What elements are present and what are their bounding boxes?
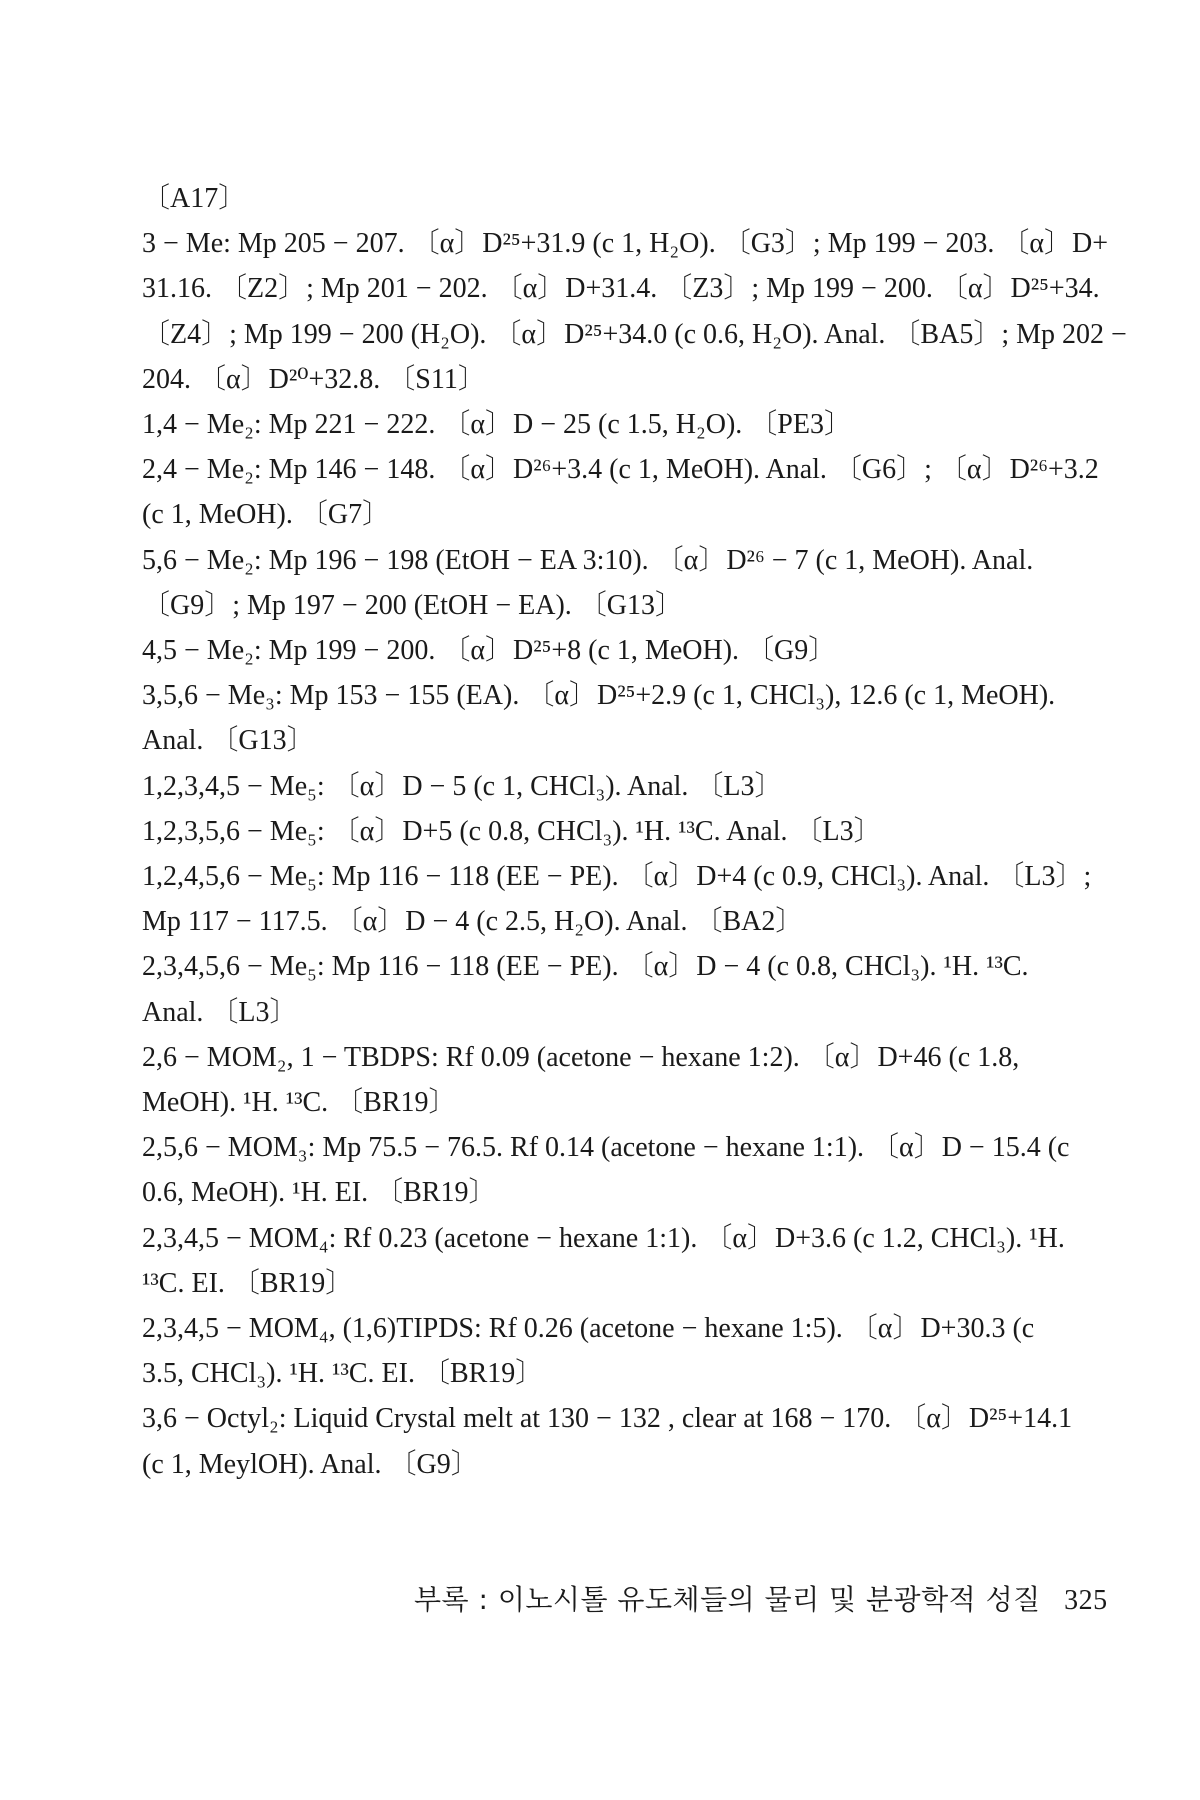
compound-entry-4-5-me2	[142, 628, 1042, 673]
compound-entry-3-me	[142, 221, 1127, 402]
entry-line: 〔G9〕; Mp 197 − 200 (EtOH − EA). 〔G13〕	[142, 589, 683, 621]
entry-line: Anal. 〔L3〕	[142, 996, 298, 1028]
compound-entry-1-4-me2	[142, 402, 1042, 447]
entry-line: 4,5 − Me₂: Mp 199 − 200. 〔α〕D²⁵+8 (c 1, MeOH). 〔G9〕	[142, 635, 837, 667]
compound-entry-1-2-3-4-5-me5	[142, 764, 1042, 809]
entry-line: 3,5,6 − Me₃: Mp 153 − 155 (EA). 〔α〕D²⁵+2.9 (c 1, CHCl₃), 12.6 (c 1, MeOH).	[142, 680, 1056, 712]
entry-line: 1,2,4,5,6 − Me₅: Mp 116 − 118 (EE − PE). 〔α〕D+4 (c 0.9, CHCl₃). Anal. 〔L3〕;	[142, 861, 1092, 893]
entry-line: (c 1, MeOH). 〔G7〕	[142, 499, 391, 531]
entry-line: Mp 117 − 117.5. 〔α〕D − 4 (c 2.5, H₂O). Anal. 〔BA2〕	[142, 906, 804, 938]
compound-entry-3-6-octyl2	[142, 1396, 1073, 1486]
entry-line: ¹³C. EI. 〔BR19〕	[142, 1267, 354, 1299]
compound-entry-2-3-4-5-mom4-tipds	[142, 1306, 1042, 1396]
compound-entry-2-3-4-5-6-me5	[142, 944, 1042, 1034]
compound-entry-1-2-3-5-6-me5	[142, 809, 1042, 854]
compound-entry-3-5-6-me3	[142, 673, 1056, 763]
entry-line: 5,6 − Me₂: Mp 196 − 198 (EtOH − EA 3:10). 〔α〕D²⁶ − 7 (c 1, MeOH). Anal.	[142, 544, 1034, 576]
page-footer	[414, 1578, 1108, 1618]
entry-line: 1,2,3,4,5 − Me₅: 〔α〕D − 5 (c 1, CHCl₃). Anal. 〔L3〕	[142, 770, 783, 802]
entry-line: 2,3,4,5,6 − Me₅: Mp 116 − 118 (EE − PE). 〔α〕D − 4 (c 0.8, CHCl₃). ¹H. ¹³C.	[142, 951, 1029, 983]
section-reference: 〔A17〕	[142, 183, 247, 214]
compound-entry-2-5-6-mom3	[142, 1125, 1070, 1215]
page-number: 325	[1064, 1585, 1108, 1616]
compound-entry-2-3-4-5-mom4	[142, 1216, 1065, 1306]
entry-line: 0.6, MeOH). ¹H. EI. 〔BR19〕	[142, 1177, 497, 1209]
entry-line: 3.5, CHCl₃). ¹H. ¹³C. EI. 〔BR19〕	[142, 1358, 544, 1390]
entry-line: Anal. 〔G13〕	[142, 725, 315, 757]
entry-line: 31.16. 〔Z2〕; Mp 201 − 202. 〔α〕D+31.4. 〔Z3〕; Mp 199 − 200. 〔α〕D²⁵+34.	[142, 273, 1100, 305]
entry-line: 2,6 − MOM₂, 1 − TBDPS: Rf 0.09 (acetone − hexane 1:2). 〔α〕D+46 (c 1.8,	[142, 1041, 1020, 1073]
compound-entry-2-6-mom2-tbdps	[142, 1035, 1042, 1125]
compound-entry-1-2-4-5-6-me5	[142, 854, 1092, 944]
entry-line: 2,5,6 − MOM₃: Mp 75.5 − 76.5. Rf 0.14 (acetone − hexane 1:1). 〔α〕D − 15.4 (c	[142, 1132, 1070, 1164]
entry-line: (c 1, MeylOH). Anal. 〔G9〕	[142, 1448, 479, 1480]
entry-line: 2,4 − Me₂: Mp 146 − 148. 〔α〕D²⁶+3.4 (c 1, MeOH). Anal. 〔G6〕; 〔α〕D²⁶+3.2	[142, 454, 1099, 486]
page-content	[142, 176, 1127, 1487]
entry-line: MeOH). ¹H. ¹³C. 〔BR19〕	[142, 1087, 457, 1119]
entry-line: 204. 〔α〕D²⁰+32.8. 〔S11〕	[142, 363, 486, 395]
compound-entry-5-6-me2	[142, 538, 1042, 628]
entry-line: 1,4 − Me₂: Mp 221 − 222. 〔α〕D − 25 (c 1.5, H₂O). 〔PE3〕	[142, 409, 852, 441]
running-title: 부록 : 이노시톨 유도체들의 물리 및 분광학적 성질	[414, 1583, 1041, 1616]
entry-line: 〔Z4〕; Mp 199 − 200 (H₂O). 〔α〕D²⁵+34.0 (c 0.6, H₂O). Anal. 〔BA5〕; Mp 202 −	[142, 318, 1127, 350]
entry-line: 1,2,3,5,6 − Me₅: 〔α〕D+5 (c 0.8, CHCl₃). ¹H. ¹³C. Anal. 〔L3〕	[142, 815, 882, 847]
entry-line: 2,3,4,5 − MOM₄, (1,6)TIPDS: Rf 0.26 (acetone − hexane 1:5). 〔α〕D+30.3 (c	[142, 1313, 1035, 1345]
compound-entry-2-4-me2	[142, 447, 1099, 537]
entry-line: 3 − Me: Mp 205 − 207. 〔α〕D²⁵+31.9 (c 1, H₂O). 〔G3〕; Mp 199 − 203. 〔α〕D+	[142, 228, 1109, 260]
entry-line: 2,3,4,5 − MOM₄: Rf 0.23 (acetone − hexane 1:1). 〔α〕D+3.6 (c 1.2, CHCl₃). ¹H.	[142, 1222, 1065, 1254]
entry-line: 3,6 − Octyl₂: Liquid Crystal melt at 130 − 132 , clear at 168 − 170. 〔α〕D²⁵+14.1	[142, 1403, 1073, 1435]
